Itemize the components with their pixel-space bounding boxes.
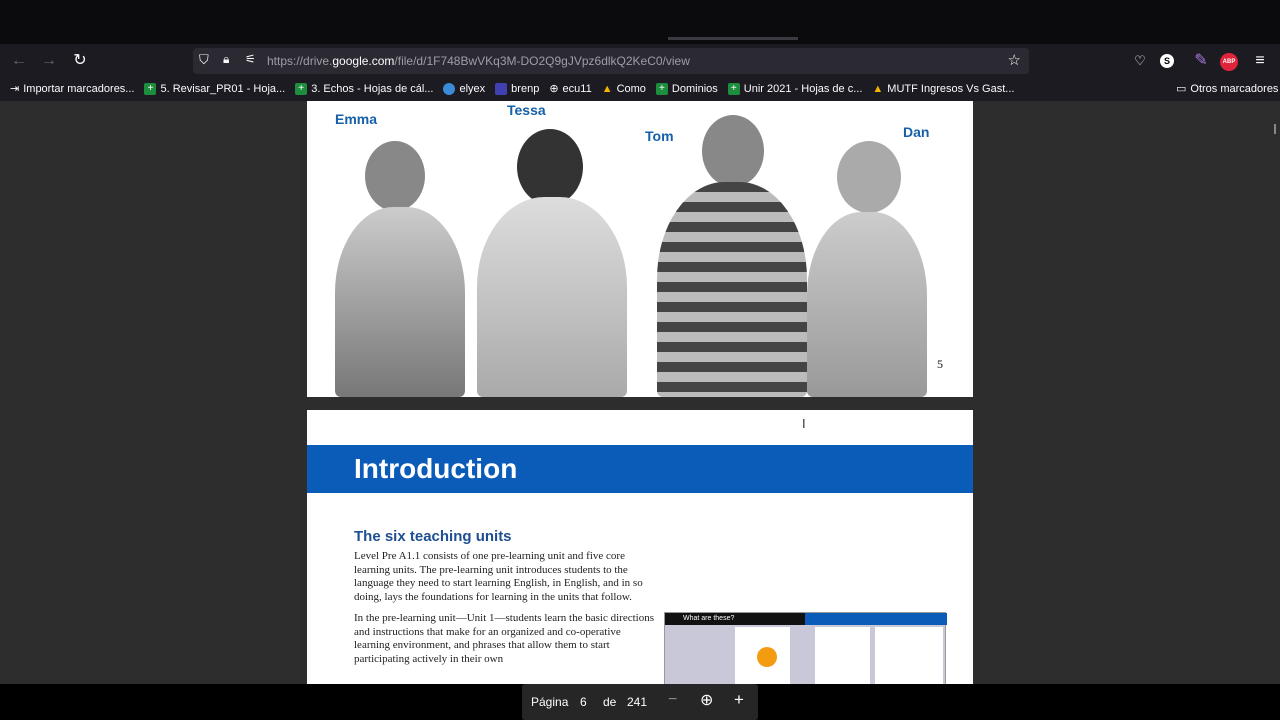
other-bookmarks-label: Otros marcadores xyxy=(1190,82,1279,95)
sheets-icon: + xyxy=(656,83,668,95)
bookmark-label: 3. Echos - Hojas de cál... xyxy=(311,82,434,95)
globe-icon: ⊕ xyxy=(549,83,559,95)
zoom-icon[interactable]: ⊕ xyxy=(700,692,714,709)
book-spread-thumbnail xyxy=(664,612,946,684)
active-tab-indicator[interactable] xyxy=(668,37,798,40)
bookmark-label: brenp xyxy=(511,82,540,95)
drive-icon: ▲ xyxy=(601,82,613,95)
text-cursor-icon: I xyxy=(802,416,806,431)
bookmark-label: elyex xyxy=(459,82,486,95)
character-name: Tom xyxy=(645,128,674,144)
zoom-in-icon[interactable]: + xyxy=(734,690,744,709)
sheets-icon: + xyxy=(295,83,307,95)
bookmarks-bar xyxy=(0,77,1280,101)
sheets-icon: + xyxy=(728,83,740,95)
pdf-page-5 xyxy=(307,101,973,397)
permissions-icon[interactable]: ⚟ xyxy=(245,52,256,66)
page-number: 5 xyxy=(937,357,943,371)
url-path: /file/d/1F748BwVKq3M-DO2Q9gJVpz6dlkQ2KeC0/view xyxy=(394,54,690,68)
paragraph: In the pre-learning unit—Unit 1—students learn the basic directions and instructions that make for an organized and co-operative learning environment, and phrases that allow them to start participating actively in their own xyxy=(354,612,654,665)
bookmark-item[interactable] xyxy=(144,83,285,95)
bookmark-label: Unir 2021 - Hojas de c... xyxy=(743,82,863,95)
bookmark-label: ecu11 xyxy=(562,82,592,95)
url-domain: google.com xyxy=(332,54,395,68)
pdf-viewer[interactable] xyxy=(0,101,1280,684)
bookmark-item[interactable] xyxy=(549,82,591,95)
bookmark-item[interactable] xyxy=(495,83,539,95)
shield-icon[interactable]: ⛉ xyxy=(199,52,209,67)
site-icon xyxy=(443,83,455,95)
bookmark-label: Dominios xyxy=(671,82,718,95)
character-name: Tessa xyxy=(507,102,546,118)
forward-icon[interactable]: → xyxy=(41,52,57,69)
bookmark-item[interactable] xyxy=(728,83,863,95)
zoom-out-icon[interactable]: − xyxy=(668,691,678,708)
feather-icon[interactable]: ✎ xyxy=(1194,52,1208,69)
total-pages: 241 xyxy=(627,695,648,709)
pdf-page-6 xyxy=(307,410,973,684)
page-of-label: de xyxy=(603,695,617,709)
other-bookmarks[interactable] xyxy=(1176,82,1278,95)
sheets-icon: + xyxy=(144,83,156,95)
thumbnail-title: What are these? xyxy=(665,613,805,625)
url-text[interactable] xyxy=(267,54,690,68)
bookmark-item[interactable] xyxy=(10,82,134,95)
bookmark-label: Como xyxy=(616,82,646,95)
paragraph: Level Pre A1.1 consists of one pre-learning unit and five core learning units. The pre-learning unit introduces students to the language they need to start learning English, in English, and in so doing, lays the foundations for learning in the units that follow. xyxy=(354,550,643,603)
bookmark-item[interactable] xyxy=(295,83,433,95)
navigation-bar xyxy=(0,44,1280,77)
lock-icon[interactable]: 🔒︎ xyxy=(223,52,230,66)
bookmark-label: MUTF Ingresos Vs Gast... xyxy=(887,82,1015,95)
address-bar[interactable] xyxy=(193,48,1029,74)
page-label: Página xyxy=(531,695,569,709)
import-icon: ⇥ xyxy=(10,83,20,95)
section-banner xyxy=(307,445,973,493)
back-icon[interactable]: ← xyxy=(11,52,27,69)
drive-icon: ▲ xyxy=(872,82,884,95)
bookmark-item[interactable] xyxy=(443,83,485,95)
menu-icon[interactable]: ≡ xyxy=(1255,52,1265,69)
current-page-input[interactable]: 6 xyxy=(580,695,587,709)
character-name: Emma xyxy=(335,111,378,127)
s-extension-icon[interactable]: S xyxy=(1160,54,1174,68)
url-prefix: https://drive. xyxy=(267,54,333,68)
folder-icon: ▭ xyxy=(1176,83,1187,95)
character-name: Dan xyxy=(903,124,930,140)
bookmark-label: Importar marcadores... xyxy=(23,82,135,95)
site-icon xyxy=(495,83,507,95)
bookmark-item[interactable] xyxy=(656,83,718,95)
pocket-icon[interactable]: ♡ xyxy=(1134,53,1146,68)
bookmark-item[interactable] xyxy=(872,83,1014,95)
bookmark-label: 5. Revisar_PR01 - Hoja... xyxy=(160,82,286,95)
section-title: Introduction xyxy=(354,453,518,484)
star-icon[interactable]: ☆ xyxy=(1007,52,1021,69)
subheading: The six teaching units xyxy=(354,528,512,545)
tab-strip xyxy=(0,0,1280,44)
reload-icon[interactable]: ↻ xyxy=(73,52,87,69)
bookmark-item[interactable] xyxy=(602,83,646,95)
scrollbar[interactable] xyxy=(1274,124,1276,134)
page-navigation-toolbar xyxy=(522,684,758,720)
adblock-icon[interactable]: ABP xyxy=(1220,53,1238,71)
